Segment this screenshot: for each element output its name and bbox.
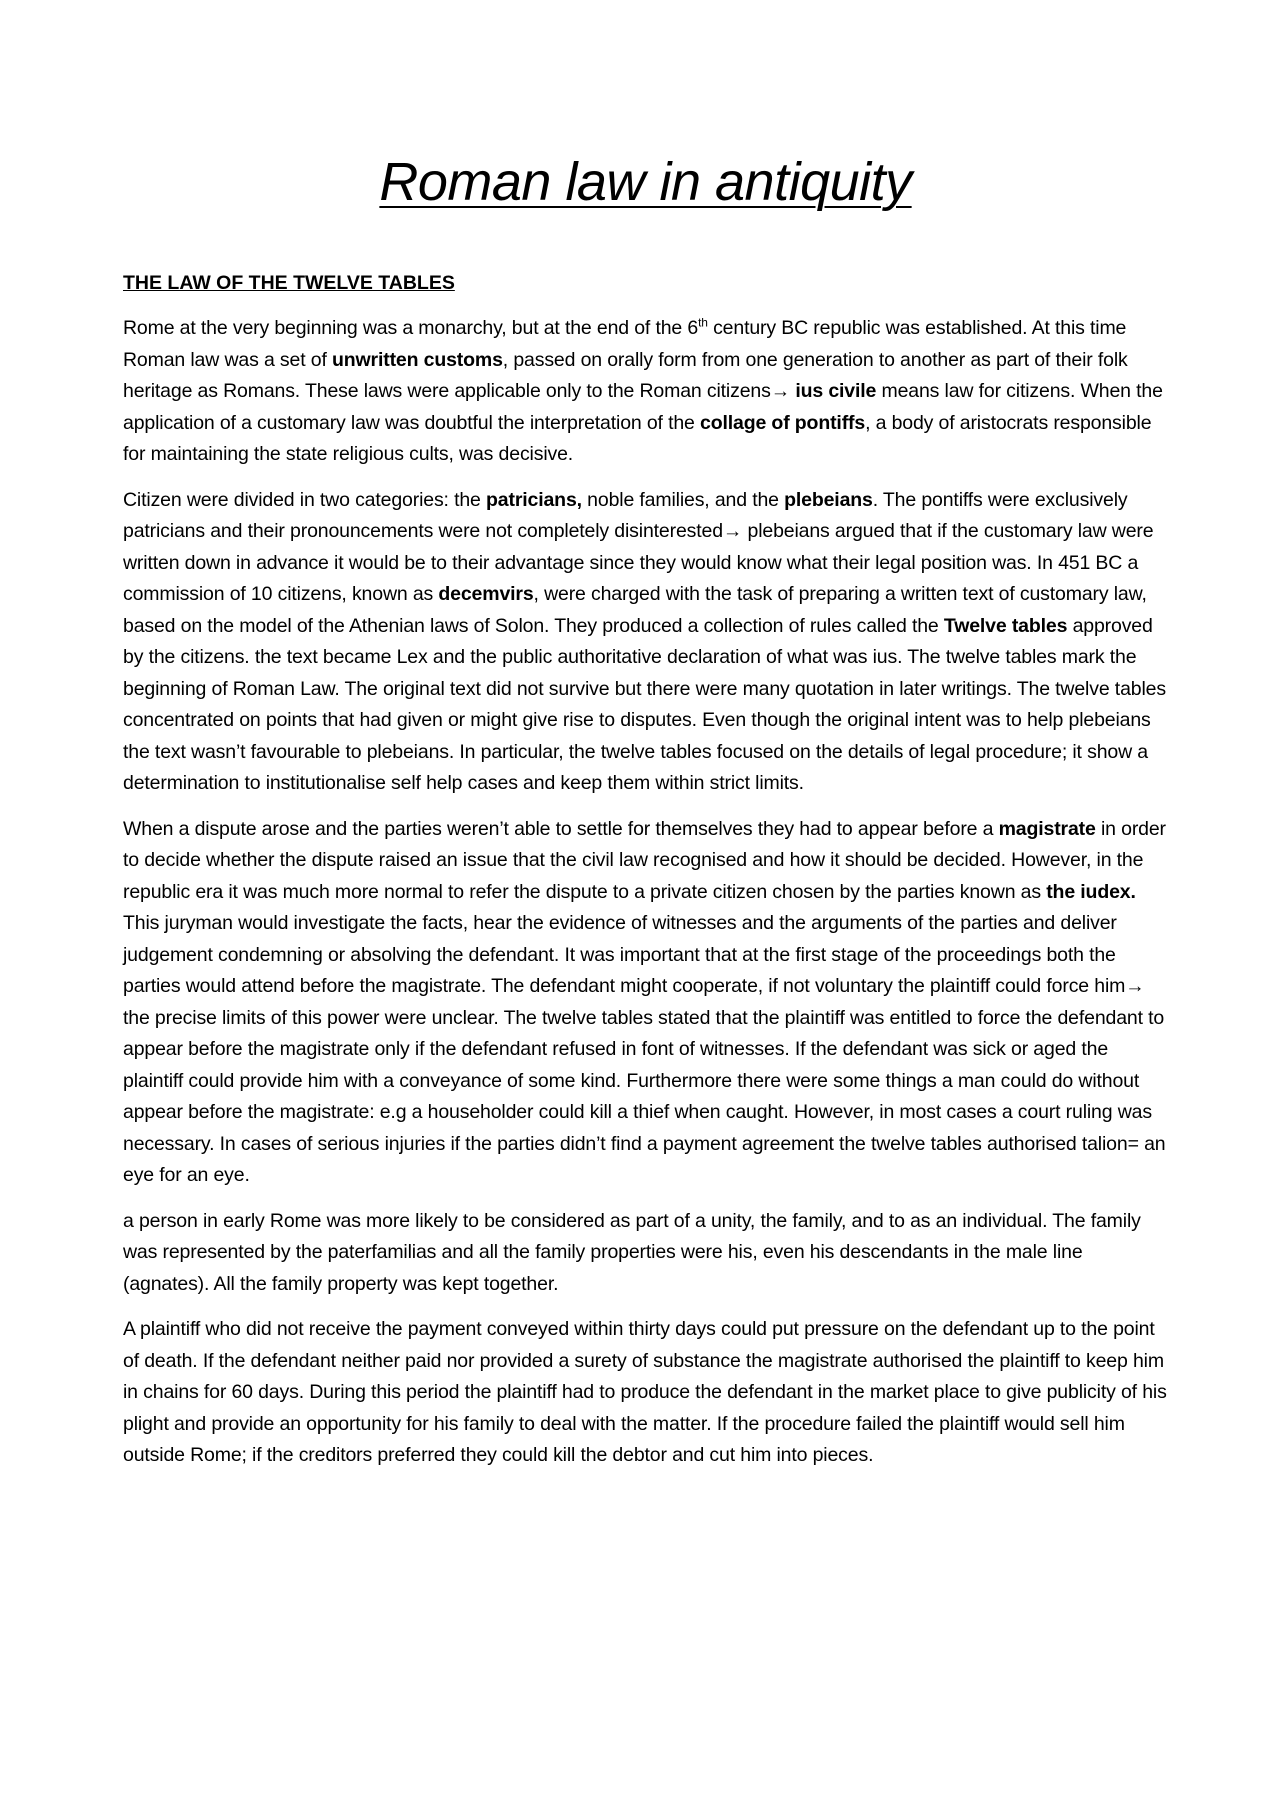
text-run: When a dispute arose and the parties weren’t able to settle for themselves they had to appear before a: [123, 817, 999, 840]
bold-term: Twelve tables: [943, 614, 1068, 637]
text-run: , a body of aristocrats responsible for maintaining the state religious cults, was decisive.: [123, 411, 1152, 465]
text-run: approved by the citizens. the text became Lex and the public authoritative declaration of what was ius. The twelve tables mark the beginning of Roman Law. The original text did not survive but there were many quotation in later writings. The twelve tables concentrated on points that had given or might give rise to disputes. Even though the original intent was to help plebeians the text wasn’t favourable to plebeians. In particular, the twelve tables focused on the details of legal procedure; it show a determination to institutionalise self help cases and keep them within strict limits.: [123, 614, 1166, 794]
bold-term: ius civile: [795, 380, 877, 402]
bold-term: the iudex.: [1046, 880, 1136, 903]
paragraph-5: A plaintiff who did not receive the payment conveyed within thirty days could put pressure on the defendant up to the point of death. If the defendant neither paid nor provided a surety of substance the magistrate authorised the plaintiff to keep him in chains for 60 days. During this period the plaintiff had to produce the defendant in the market place to give publicity of his plight and provide an opportunity for his family to deal with the matter. If the procedure failed the plaintiff would sell him outside Rome; if the creditors preferred they could kill the debtor and cut him into pieces.: [123, 1318, 1167, 1466]
text-run: . The pontiffs were exclusively patricians and their pronouncements were not completely disinterested→ plebeians argued that if the customary law were written down in advance it would be to their advantage since they would know what their legal position was. In 451 BC a commission of 10 citizens, known as: [123, 488, 1154, 605]
bold-term: decemvirs: [438, 583, 534, 605]
superscript: th: [698, 315, 708, 330]
paragraph-4: a person in early Rome was more likely to be considered as part of a unity, the family, and to as an individual. The family was represented by the paterfamilias and all the family properties were his, even his descendants in the male line (agnates). All the family property was kept together.: [123, 1209, 1141, 1295]
paragraph-2: [123, 485, 1168, 800]
text-run: in order to decide whether the dispute raised an issue that the civil law recognised and how it should be decided. However, in the republic era it was much more normal to refer the dispute to a private citizen chosen by the parties known as: [123, 817, 1166, 903]
section-heading: THE LAW OF THE TWELVE TABLES: [123, 272, 455, 294]
text-run: This juryman would investigate the facts, hear the evidence of witnesses and the arguments of the parties and deliver judgement condemning or absolving the defendant. It was important that at the first stage of the proceedings both the parties would attend before the magistrate. The defendant might cooperate, if not voluntary the plaintiff could force him→ the precise limits of this power were unclear. The twelve tables stated that the plaintiff was entitled to force the defendant to appear before the magistrate only if the defendant refused in font of witnesses. If the defendant was sick or aged the plaintiff could provide him with a conveyance of some kind. Furthermore there were some things a man could do without appear before the magistrate: e.g a householder could kill a thief when caught. However, in most cases a court ruling was necessary. In cases of serious injuries if the parties didn’t find a payment agreement the twelve tables authorised talion= an eye for an eye.: [123, 912, 1166, 1186]
document-title: Roman law in antiquity: [379, 152, 912, 212]
text-run: noble families, and the: [581, 488, 785, 511]
bold-term: patricians,: [486, 488, 582, 511]
text-run: , were charged with the task of preparing a written text of customary law, based on the model of the Athenian laws of Solon. They produced a collection of rules called the: [123, 583, 1147, 637]
text-run: , passed on orally form from one generation to another as part of their folk heritage as Romans. These laws were applicable only to the Roman citizens→: [123, 348, 1128, 402]
bold-term: collage of pontiffs: [700, 411, 866, 434]
text-run: Rome at the very beginning was a monarchy, but at the end of the 6: [123, 317, 699, 339]
bold-term: unwritten customs: [331, 348, 503, 371]
bold-term: magistrate: [998, 817, 1096, 840]
text-run: Citizen were divided in two categories: the: [123, 488, 487, 511]
paragraph-3: [123, 814, 1168, 1192]
bold-term: plebeians: [784, 488, 873, 511]
text-run: means law for citizens. When the application of a customary law was doubtful the interpretation of the: [123, 380, 1163, 434]
text-run: century BC republic was established. At this time Roman law was a set of: [123, 317, 1127, 371]
document-page: [123, 150, 1168, 1472]
paragraph-1: [123, 313, 1168, 471]
